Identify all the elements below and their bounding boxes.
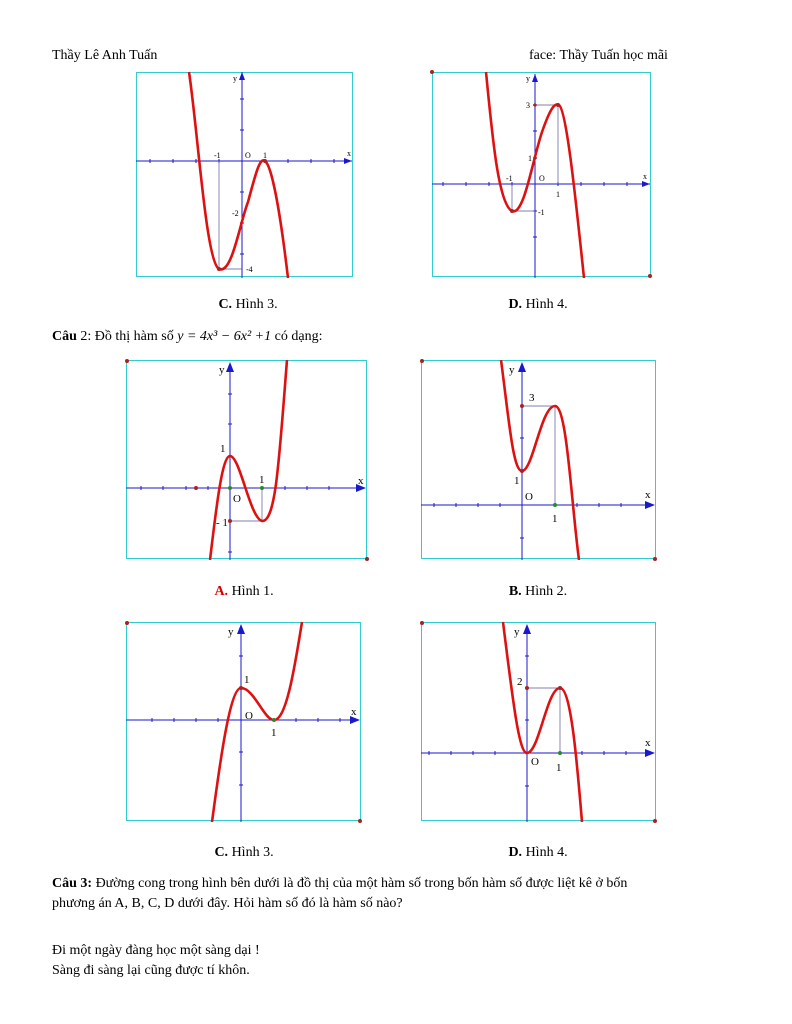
tick-label-1-y: 1 [244, 674, 250, 686]
tick-label-1: 1 [263, 151, 267, 160]
question-3 [52, 874, 752, 914]
caption-top-d [438, 297, 638, 313]
question-text-end: có dạng: [271, 329, 323, 344]
x-axis-label: x [645, 489, 651, 501]
graph-q2-hinh-3 [126, 622, 366, 824]
origin-label: O [539, 174, 545, 183]
tick-label-1-x: 1 [552, 513, 558, 525]
header-author: Thầy Lê Anh Tuấn [52, 48, 158, 63]
y-axis-label: y [514, 626, 520, 638]
tick-label-1-x: 1 [556, 190, 560, 199]
figure-label: Hình 3. [231, 845, 274, 860]
header-facebook: face: Thầy Tuấn học mãi [529, 48, 668, 63]
tick-label-minus1-x: -1 [506, 174, 513, 183]
caption-q2-a [144, 584, 344, 600]
tick-label-1-y: 1 [220, 443, 226, 455]
y-axis-label: y [526, 74, 530, 83]
tick-label-minus4: -4 [246, 265, 253, 274]
figure-label: Hình 1. [231, 584, 274, 599]
x-axis-label: x [351, 706, 357, 718]
y-axis-label: y [509, 364, 515, 376]
x-axis-label: x [643, 172, 647, 181]
tick-label-1-y: 1 [514, 475, 520, 487]
proverb-line2: Sàng đi sàng lại cũng được tí khôn. [52, 963, 250, 978]
tick-label-1-x: 1 [271, 727, 277, 739]
question-text-line2: phương án A, B, C, D dưới đây. Hỏi hàm số đó là hàm số nào? [52, 896, 403, 911]
x-axis-label: x [358, 475, 364, 487]
question-2 [52, 327, 322, 347]
caption-q2-d [438, 845, 638, 861]
question-text-line1: Đường cong trong hình bên dưới là đồ thị của một hàm số trong bốn hàm số được liệt kê ở bốn [95, 876, 628, 891]
origin-label: O [233, 493, 241, 505]
footer-proverb [52, 941, 260, 981]
x-axis-label: x [347, 149, 351, 158]
question-number: Câu [52, 329, 77, 344]
tick-label-3: 3 [526, 101, 530, 110]
tick-label-minus1-y: -1 [538, 208, 545, 217]
question-text: : Đồ thị hàm số [87, 329, 178, 344]
function-formula: y = 4x³ − 6x² +1 [177, 329, 272, 344]
question-number: Câu 3: [52, 876, 93, 891]
origin-label: O [245, 151, 251, 160]
figure-label: Hình 4. [525, 845, 568, 860]
tick-label-1-y: 1 [528, 154, 532, 163]
tick-label-1-x: 1 [556, 762, 562, 774]
figure-label: Hình 4. [525, 297, 568, 312]
question-index: 2 [80, 329, 88, 344]
tick-label-minus2: -2 [232, 209, 239, 218]
option-letter-correct: A. [214, 584, 229, 599]
option-letter: D. [508, 297, 523, 312]
tick-label-minus1: - 1 [216, 517, 228, 529]
y-axis-label: y [219, 364, 225, 376]
option-letter: C. [214, 845, 229, 860]
caption-q2-b [438, 584, 638, 600]
x-axis-label: x [645, 737, 651, 749]
caption-top-c [148, 297, 348, 313]
option-letter: D. [508, 845, 523, 860]
graph-q2-hinh-2 [421, 360, 659, 562]
tick-label-3: 3 [529, 392, 535, 404]
graph-q2-hinh-1 [126, 360, 370, 562]
graph-q2-hinh-4 [421, 622, 659, 824]
y-axis-label: y [233, 74, 237, 83]
y-axis-label: y [228, 626, 234, 638]
caption-q2-c [144, 845, 344, 861]
origin-label: O [245, 710, 253, 722]
origin-label: O [531, 756, 539, 768]
tick-label-1-x: 1 [259, 474, 265, 486]
origin-label: O [525, 491, 533, 503]
option-letter: C. [218, 297, 233, 312]
proverb-line1: Đi một ngày đàng học một sàng dại ! [52, 943, 260, 958]
option-letter: B. [508, 584, 522, 599]
graph-top-hinh-3 [136, 72, 356, 278]
graph-top-hinh-4 [432, 72, 654, 278]
figure-label: Hình 2. [525, 584, 568, 599]
tick-label-2: 2 [517, 676, 523, 688]
figure-label: Hình 3. [235, 297, 278, 312]
tick-label-minus1: -1 [214, 151, 221, 160]
